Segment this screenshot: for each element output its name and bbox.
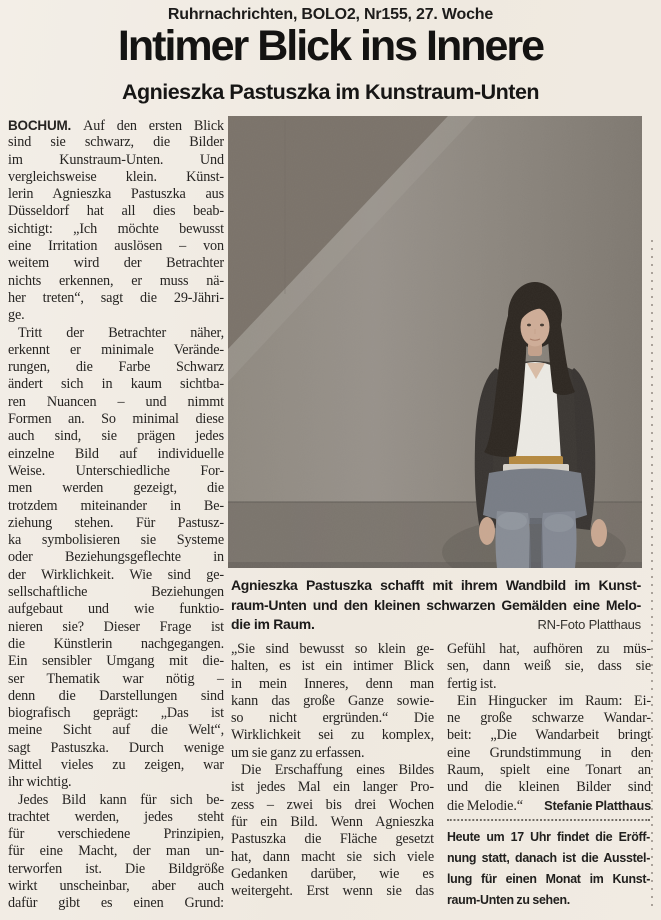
text-line: ne große schwarze Wandar-: [447, 710, 651, 727]
text-line: BOCHUM. Auf den ersten Blick: [8, 118, 224, 134]
text-line: raum-Unten und den kleinen schwarzen Gemälden eine Melo-: [231, 596, 641, 613]
text-line: Ein sensibler Umgang mit die-: [8, 653, 224, 670]
text-line: Wirklichkeit sei zu komplex,: [231, 727, 434, 744]
text-line: im Kunstraum-Unten. Und: [8, 151, 224, 168]
masthead: Ruhrnachrichten, BOLO2, Nr155, 27. Woche: [167, 6, 494, 23]
text-line: Heute um 17 Uhr findet die Eröff-: [447, 828, 651, 844]
text-line: Mittel vieles zu zeigen, war: [8, 756, 224, 773]
text-line: terworfen ist. Die Bildgröße: [8, 860, 224, 877]
text-line: sichtigt: „Ich möchte bewusst: [8, 220, 224, 237]
text-line: der Wirklichkeit. Wie sind ge-: [8, 566, 224, 583]
photo-grain: [228, 116, 642, 568]
text-line: Düsseldorf hat all dies beab-: [8, 203, 224, 220]
text-line: Pastuszka die Fläche gesetzt: [231, 831, 434, 848]
text-line: trotzdem miteinander in Be-: [8, 497, 224, 514]
text-line: einzelne Bild auf individuelle: [8, 445, 224, 462]
text-line: sen, dann weiß sie, dass sie: [447, 658, 651, 675]
text-line: eine Irritation auslösen – von: [8, 238, 224, 255]
text-line-text: die Melodie.“: [447, 797, 523, 814]
text-line: fertig ist.: [447, 675, 497, 692]
text-line: oder Beziehungsgeflechte in: [8, 549, 224, 566]
artist-photo: [228, 116, 642, 568]
text-line: raum-Unten zu sehen.: [447, 891, 570, 907]
text-line: so nicht ergründen.“ Die: [231, 710, 434, 727]
column-divider-dotted: [651, 240, 653, 906]
text-line: für verschiedene Prinzipien,: [8, 826, 224, 843]
artist-photo-graphic: [228, 116, 642, 568]
paragraph: [231, 576, 641, 635]
text-line: meine Sicht auf die Welt“,: [8, 722, 224, 739]
text-line: her treten“, sagt die 29-Jähri-: [8, 289, 224, 306]
text-line-text: die im Raum.: [231, 616, 315, 632]
paragraph-lead: BOCHUM.: [8, 118, 84, 133]
article-column-middle: [231, 641, 434, 900]
text-line: biografisch geprägt: „Das ist: [8, 705, 224, 722]
paragraph: [8, 325, 224, 792]
text-line: hat, dann macht sie sich viele: [231, 848, 434, 865]
text-line: rungen, die Farbe Schwarz: [8, 359, 224, 376]
text-line: ändert sich in kaum sichtba-: [8, 376, 224, 393]
text-line: nichts erkennen, er muss nä-: [8, 272, 224, 289]
text-line: die Künstlerin nachgegangen.: [8, 635, 224, 652]
paragraph: [8, 117, 224, 325]
text-line: nung statt, danach ist die Ausstel-: [447, 849, 651, 865]
text-line: beit: „Die Wandarbeit bringt: [447, 727, 651, 744]
paragraph: [447, 641, 651, 693]
text-line: ist jedes Mal ein langer Pro-: [231, 779, 434, 796]
text-line: ziehung stehen. Für Pastusz-: [8, 514, 224, 531]
text-line: Formen an. So minimal diese: [8, 411, 224, 428]
text-line: lerin Agnieszka Pastuszka aus: [8, 186, 224, 203]
paragraph: [8, 792, 224, 913]
text-line: auch sind, sie prägen jedes: [8, 428, 224, 445]
text-line: ihr wichtig.: [8, 774, 72, 791]
text-line: Raum, spielt eine Tonart an: [447, 762, 651, 779]
paragraph: [231, 641, 434, 762]
article-column-right: [447, 641, 651, 910]
text-line: Jedes Bild kann für sich be-: [18, 791, 224, 808]
text-line: aufgebaut und wie funktio-: [8, 601, 224, 618]
text-line: Gefühl hat, aufhören zu müs-: [447, 641, 651, 657]
text-line: halten, es ist ein intimer Blick: [231, 658, 434, 675]
text-line: für eine Macht, der man un-: [8, 843, 224, 860]
text-line: kann das große Ganze sowie-: [231, 692, 434, 709]
text-line: Agnieszka Pastuszka schafft mit ihrem Wandbild im Kunst-: [231, 577, 641, 593]
article-column-right-text: [447, 641, 651, 814]
text-line: sind sie schwarz, die Bilder: [8, 134, 224, 151]
article-column-left: [8, 117, 224, 913]
paragraph: [447, 693, 651, 814]
text-line: nieren sie? Dieser Frage ist: [8, 618, 224, 635]
text-line: zess – zwei bis drei Wochen: [231, 796, 434, 813]
text-line: ka symbolisieren sie Systeme: [8, 532, 224, 549]
text-line: erkennt er minimale Verände-: [8, 341, 224, 358]
text-line: sellschaftliche Beziehungen: [8, 584, 224, 601]
text-line: in mein Inneres, denn man: [231, 675, 434, 692]
text-line: für ein Bild. Wenn Agnieszka: [231, 813, 434, 830]
text-line: wirkt unscheinbar, aber auch: [8, 878, 224, 895]
text-line: trachtet werden, jedes steht: [8, 808, 224, 825]
text-line: „Sie sind bewusst so klein ge-: [231, 641, 434, 657]
photo-caption: [231, 576, 641, 635]
text-line: vergleichsweise klein. Künst-: [8, 168, 224, 185]
paragraph: [447, 826, 650, 910]
text-line: dafür gibt es einen Grund:: [8, 895, 224, 912]
text-line: eine Grundstimmung in den: [447, 744, 651, 761]
text-line: ser Thematik war nötig –: [8, 670, 224, 687]
text-line: [231, 615, 641, 635]
text-line: denn die Darstellungen sind: [8, 687, 224, 704]
byline: RN-Foto Platthaus: [537, 617, 641, 632]
paragraph: [231, 762, 434, 900]
text-line: Die Erschaffung eines Bildes: [241, 762, 434, 779]
text-line: ren Nuancen – und nimmt: [8, 393, 224, 410]
text-line: Gedanken darüber, wie es: [231, 865, 434, 882]
text-line: sagt Pastuszka. Durch wenige: [8, 739, 224, 756]
text-line: lung für einen Monat im Kunst-: [447, 870, 651, 886]
byline: Stefanie Platthaus: [544, 797, 651, 813]
event-note: [447, 819, 650, 910]
subheadline: Agnieszka Pastuszka im Kunstraum-Unten: [121, 80, 540, 104]
text-line: und die kleinen Bilder sind: [447, 779, 651, 796]
text-line: Weise. Unterschiedliche For-: [8, 462, 224, 479]
text-line: ge.: [8, 307, 25, 324]
headline: Intimer Blick ins Innere: [117, 22, 544, 70]
text-line: men werden gezeigt, die: [8, 480, 224, 497]
text-line: weitem wird der Betrachter: [8, 255, 224, 272]
text-line: Ein Hingucker im Raum: Ei-: [457, 692, 651, 709]
text-line: weitergeht. Erst wenn sie das: [231, 883, 434, 900]
text-line: [447, 797, 651, 814]
text-line: um sie ganz zu erfassen.: [231, 744, 365, 761]
text-line: Tritt der Betrachter näher,: [18, 324, 224, 341]
